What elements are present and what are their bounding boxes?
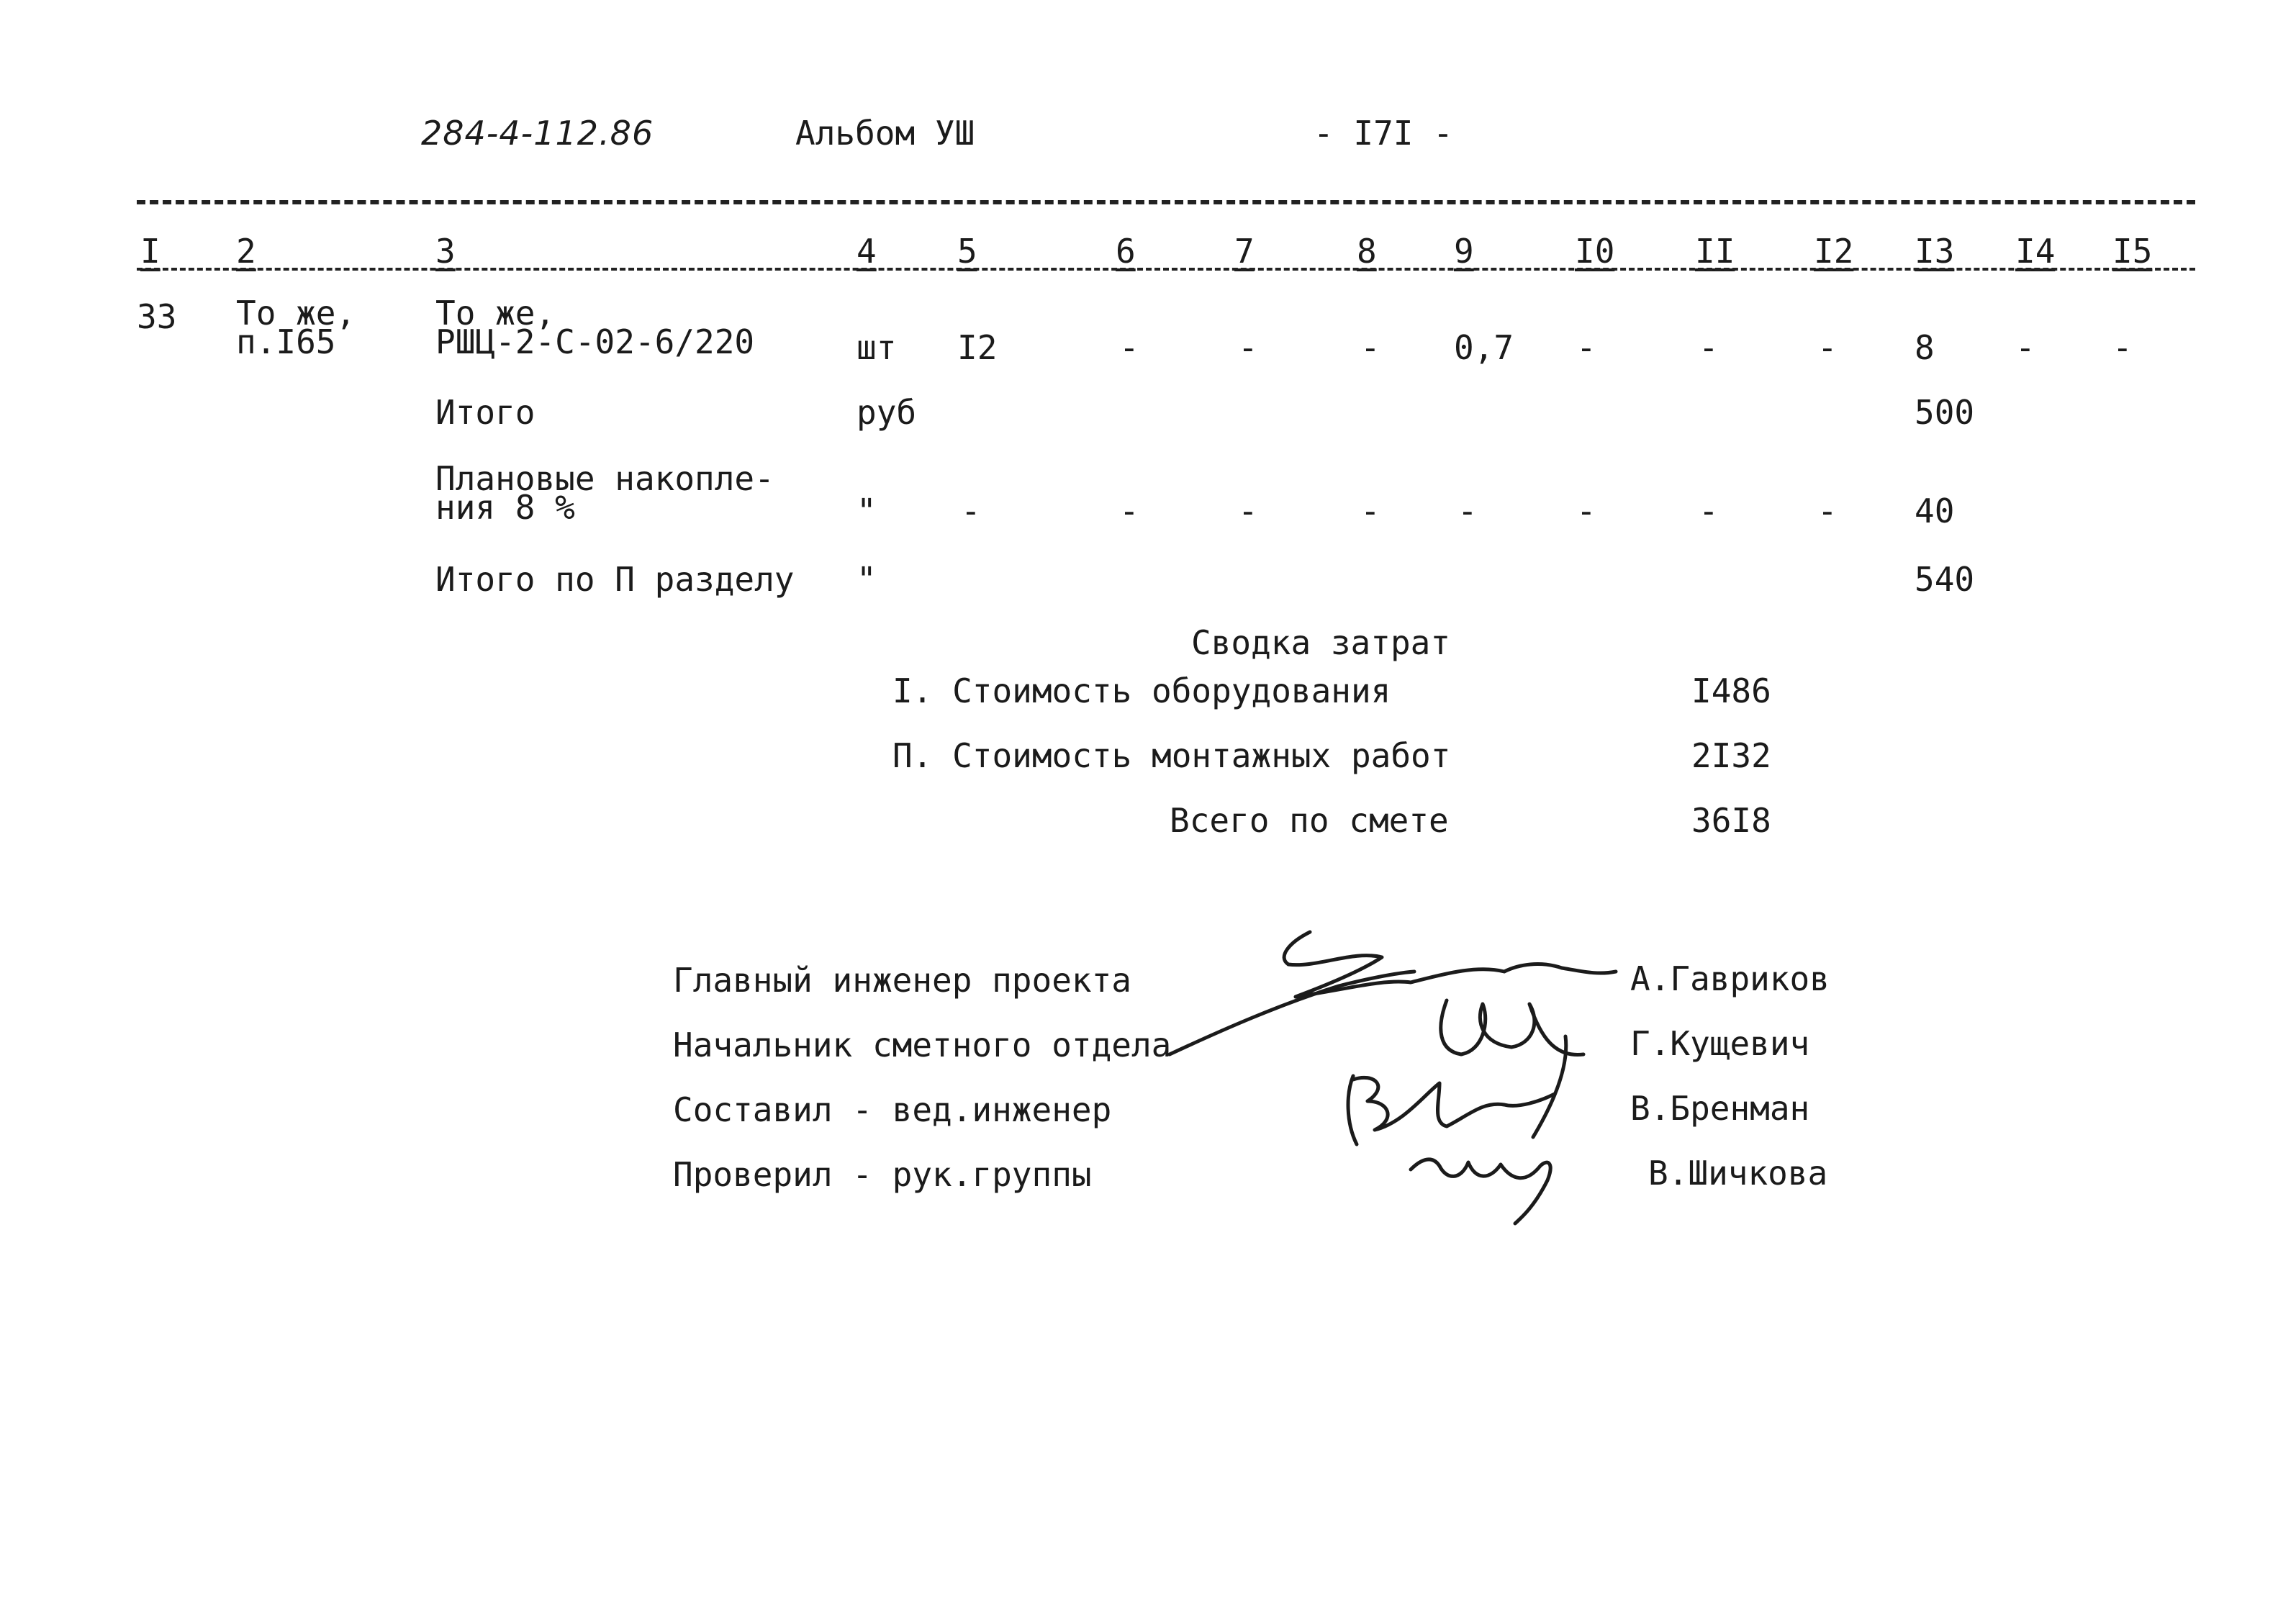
row-desc-line2: РШЦ-2-С-02-6/220 [435,322,755,361]
itogo-unit: руб [857,393,917,432]
col-num-4: 4 [857,232,877,271]
row-c6: - [1119,328,1139,367]
signature-role-4: Проверил - рук.группы [673,1155,1092,1194]
row-c8: - [1360,328,1380,367]
signature-name-2: Г.Кущевич [1630,1024,1810,1063]
col-num-1: I [140,232,161,271]
plan-c10: - [1576,492,1596,530]
summary-total-value: 36I8 [1691,801,1771,840]
row-c10: - [1576,328,1596,367]
page-number: - I7I - [1314,114,1453,153]
plan-c12: - [1817,492,1838,530]
row-c7: - [1238,328,1258,367]
row-unit: шт [857,328,897,367]
row-c13: 8 [1915,328,1935,367]
signature-role-1: Главный инженер проекта [673,961,1131,1000]
col-num-13: I3 [1915,232,1955,271]
summary-item-2-value: 2I32 [1691,736,1771,775]
itogo2-unit: " [857,560,877,599]
plan-c7: - [1238,492,1258,530]
plan-label-line2: ния 8 % [435,488,575,527]
summary-total-label: Всего по смете [1170,801,1449,840]
row-c14: - [2015,328,2035,367]
col-num-5: 5 [957,232,977,271]
col-num-7: 7 [1234,232,1255,271]
col-num-6: 6 [1116,232,1136,271]
album-label: Альбом УШ [795,114,975,153]
signature-name-4: В.Шичкова [1648,1154,1828,1193]
signature-name-3: В.Бренман [1630,1089,1810,1128]
row-ref-line2: п.I65 [236,322,336,361]
row-c9: 0,7 [1454,328,1514,367]
itogo2-c13: 540 [1915,560,1975,599]
summary-item-2-label: П. Стоимость монтажных работ [892,736,1451,775]
col-num-2: 2 [236,232,256,271]
row-c5: I2 [957,328,998,367]
summary-title: Сводка затрат [1191,623,1451,662]
plan-c11: - [1699,492,1719,530]
plan-c9: - [1457,492,1478,530]
signature-role-2: Начальник сметного отдела [673,1026,1172,1064]
row-c12: - [1817,328,1838,367]
summary-item-1-value: I486 [1691,671,1771,710]
plan-c5: - [961,492,981,530]
row-ref-line1: То же, [236,294,356,332]
plan-unit: " [857,492,877,530]
col-num-10: I0 [1575,232,1615,271]
plan-c8: - [1360,492,1380,530]
col-num-14: I4 [2015,232,2056,271]
signature-scribble-2 [1441,1000,1583,1055]
col-num-12: I2 [1814,232,1854,271]
document-code: 284-4-112.86 [421,114,654,153]
signature-scribble-3 [1348,1076,1555,1144]
row-desc-line1: То же, [435,294,556,332]
plan-c13: 40 [1915,492,1955,530]
row-c11: - [1699,328,1719,367]
plan-c6: - [1119,492,1139,530]
signature-scribble-4 [1411,1159,1550,1223]
col-num-15: I5 [2112,232,2153,271]
col-num-9: 9 [1454,232,1474,271]
summary-item-1-label: I. Стоимость оборудования [892,671,1391,710]
col-num-11: II [1695,232,1735,271]
row-c15: - [2112,328,2133,367]
itogo2-label: Итого по П разделу [435,560,795,599]
col-num-3: 3 [435,232,456,271]
signature-role-3: Составил - вед.инженер [673,1090,1112,1129]
itogo-c13: 500 [1915,393,1975,432]
signature-name-1: А.Гавриков [1630,959,1830,998]
row-number: 33 [137,297,177,336]
col-num-8: 8 [1357,232,1377,271]
plan-label-line1: Плановые накопле- [435,459,774,498]
itogo-label: Итого [435,393,535,432]
